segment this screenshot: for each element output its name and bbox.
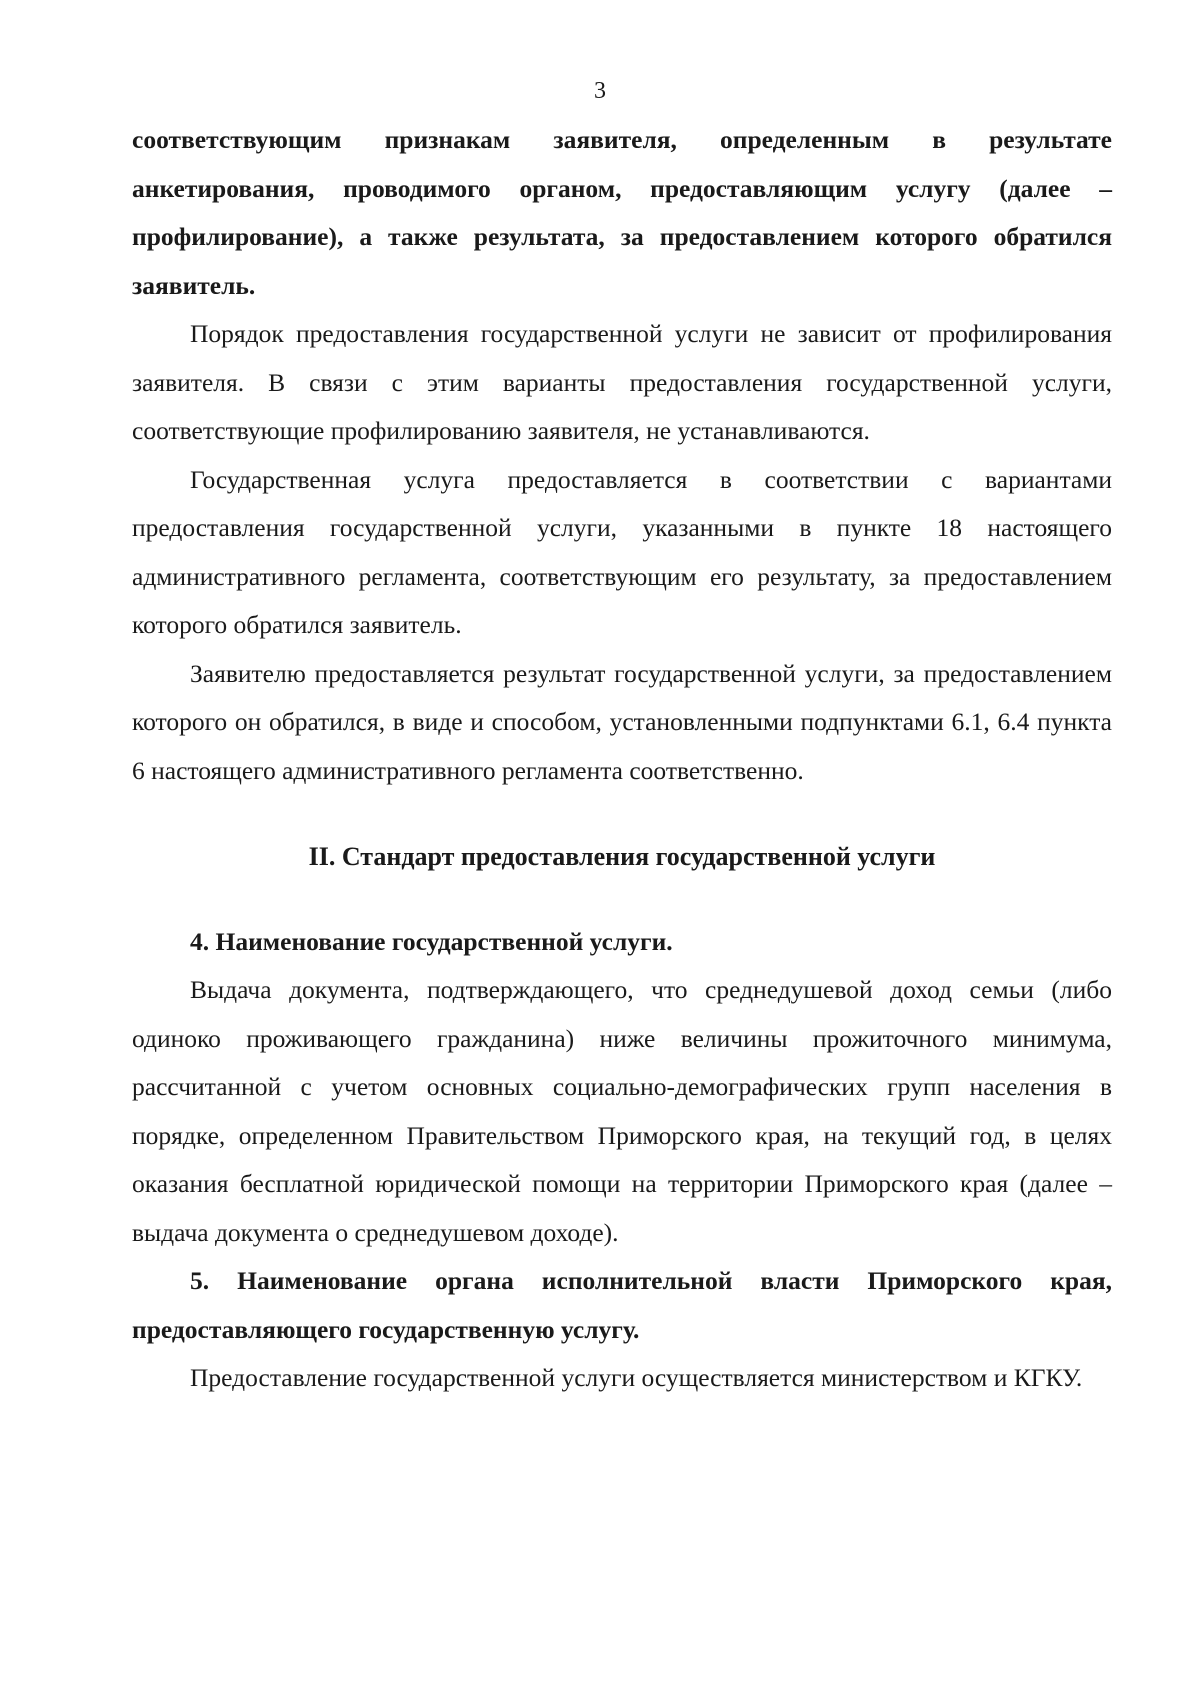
paragraph-result: Заявителю предоставляется результат государственной услуги, за предоставлением которого он обратился, в виде и способом, установленными подпунктами 6.1, 6.4 пункта 6 настоящего административного регламента соответственно. <box>132 658 1112 785</box>
paragraph-procedure: Порядок предоставления государственной услуги не зависит от профилирования заявителя. В связи с этим варианты предоставления государственной услуги, соответствующие профилированию заявителя, не устанавливаются. <box>132 319 1112 445</box>
paragraph-variants: Государственная услуга предоставляется в соответствии с вариантами предоставления государственной услуги, указанными в пункте 18 настоящего административного регламента, соответствующим его результату, за предоставлением которого обратился заявитель. <box>132 464 1112 639</box>
document-body <box>132 116 1112 1403</box>
paragraph-profiling-continuation: соответствующим признакам заявителя, определенным в результате анкетирования, проводимого органом, предоставляющим услугу (далее – профилирование), а также результата, за предоставлением которого обратился заявитель. <box>132 125 1112 300</box>
item-4-heading: 4. Наименование государственной услуги. <box>190 926 673 956</box>
item-5-text: Предоставление государственной услуги осуществляется министерством и КГКУ. <box>190 1363 1083 1392</box>
item-4-text: Выдача документа, подтверждающего, что среднедушевой доход семьи (либо одиноко проживающего гражданина) ниже величины прожиточного минимума, рассчитанной с учетом основных социально-демографических групп населения в порядке, определенном Правительством Приморского края, на текущий год, в целях оказания бесплатной юридической помощи на территории Приморского края (далее – выдача документа о среднедушевом доходе). <box>132 975 1112 1247</box>
section-title: II. Стандарт предоставления государственной услуги <box>308 842 936 871</box>
item-5-heading: 5. Наименование органа исполнительной власти Приморского края, предоставляющего государственную услугу. <box>132 1266 1112 1344</box>
page-number: 3 <box>594 78 606 104</box>
